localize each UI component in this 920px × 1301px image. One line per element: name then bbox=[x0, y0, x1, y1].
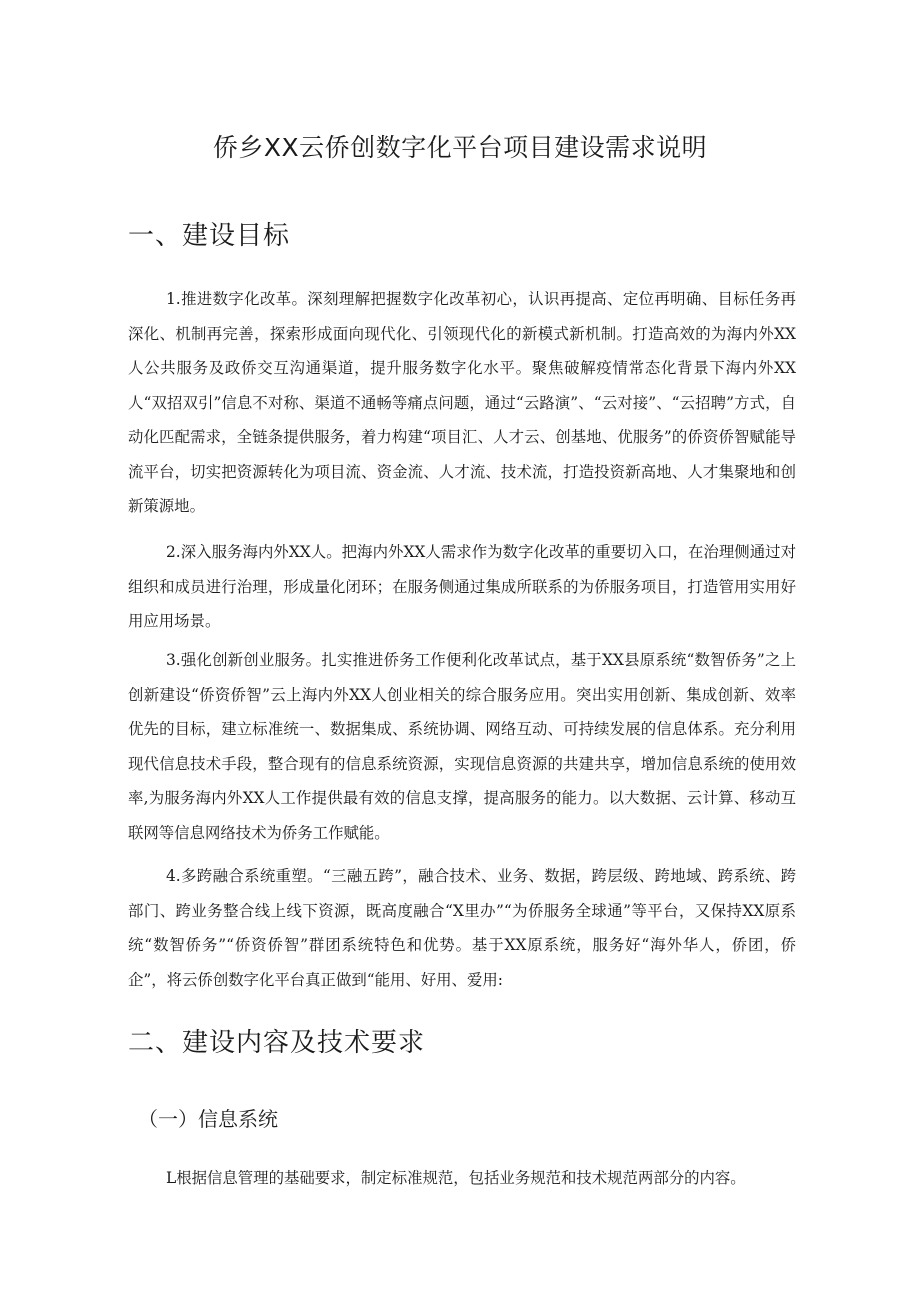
paragraph-goal-4: 4.多跨融合系统重塑。“三融五跨”，融合技术、业务、数据，跨层级、跨地域、跨系统、跨部门、跨业务整合线上线下资源，既高度融合“X里办”“为侨服务全球通”等平台，又保持XX原系统“数智侨务”“侨资侨智”群团系统特色和优势。基于XX原系统，服务好“海外华人，侨团，侨企”，将云侨创数字化平台真正做到“能用、好用、爱用: bbox=[128, 867, 796, 989]
document-title: 侨乡XX云侨创数字化平台项目建设需求说明 bbox=[212, 133, 708, 162]
subsection-heading-info-system: （一）信息系统 bbox=[138, 1107, 278, 1131]
paragraph-goal-3: 3.强化创新创业服务。扎实推进侨务工作便利化改革试点，基于XX县原系统“数智侨务”之上创新建设“侨资侨智”云上海内外XX人创业相关的综合服务应用。突出实用创新、集成创新、效率优先的目标，建立标准统一、数据集成、系统协调、网络互动、可持续发展的信息体系。充分利用现代信息技术手段，整合现有的信息系统资源，实现信息资源的共建共享，增加信息系统的使用效率,为服务海内外XX人工作提供最有效的信息支撑，提高服务的能力。以大数据、云计算、移动互联网等信息网络技术为侨务工作赋能。 bbox=[128, 651, 796, 842]
paragraph-goal-2: 2.深入服务海内外XX人。把海内外XX人需求作为数字化改革的重要切入口，在治理侧通过对组织和成员进行治理，形成量化闭环；在服务侧通过集成所联系的为侨服务项目，打造管用实用好用应用场景。 bbox=[128, 543, 796, 630]
section-heading-content: 二、建设内容及技术要求 bbox=[128, 1028, 426, 1058]
section-heading-goals: 一、建设目标 bbox=[128, 221, 291, 251]
paragraph-info-1: L根据信息管理的基础要求，制定标准规范，包括业务规范和技术规范两部分的内容。 bbox=[166, 1169, 746, 1187]
paragraph-goal-1: 1.推进数字化改革。深刻理解把握数字化改革初心，认识再提高、定位再明确、目标任务再深化、机制再完善，探索形成面向现代化、引领现代化的新模式新机制。打造高效的为海内外XX人公共服务及政侨交互沟通渠道，提升服务数字化水平。聚焦破解疫情常态化背景下海内外XX人“双招双引”信息不对称、渠道不通畅等痛点问题，通过“云路演”、“云对接”、“云招聘”方式，自动化匹配需求，全链条提供服务，着力构建“项目汇、人才云、创基地、优服务”的侨资侨智赋能导流平台，切实把资源转化为项目流、资金流、人才流、技术流，打造投资新高地、人才集聚地和创新策源地。 bbox=[128, 290, 796, 515]
